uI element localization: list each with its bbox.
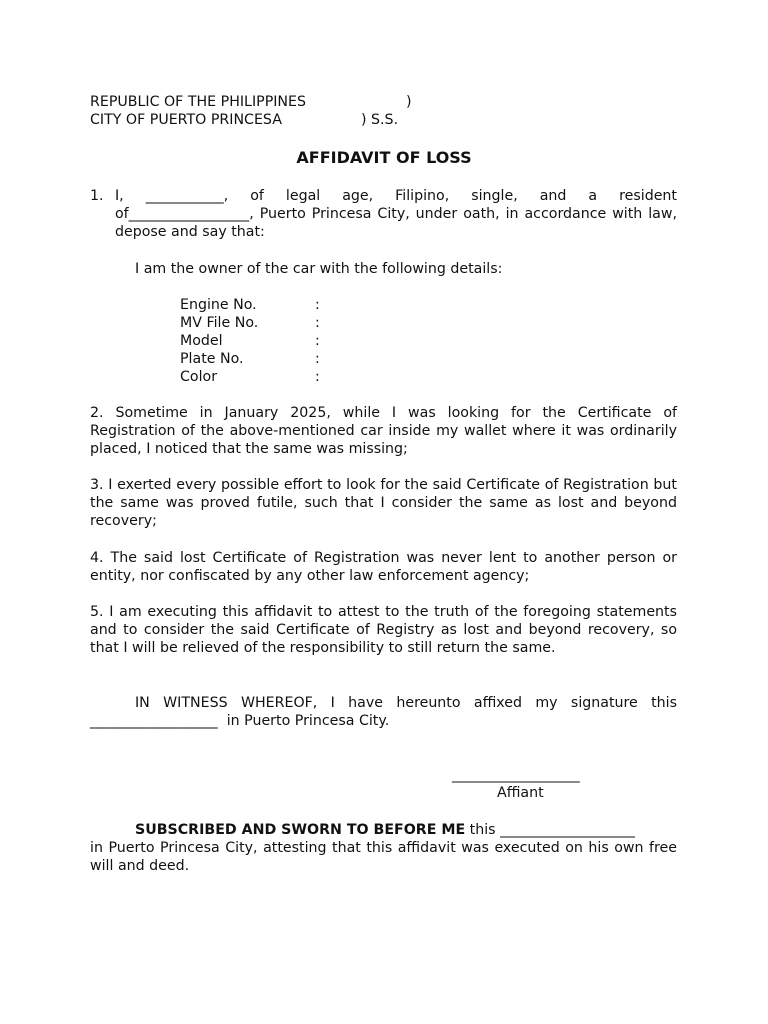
para1-number: 1.: [90, 188, 104, 204]
para3-text: 3. I exerted every possible effort to look for the said Certificate of Registration but the same was proved futile, such that I consider the same as lost and beyond recovery;: [90, 477, 677, 530]
signature-line: __________________: [452, 767, 580, 783]
detail-model-sep: :: [315, 333, 320, 349]
jurat-text: in Puerto Princesa City, attesting that this affidavit was executed on his own free will and deed.: [90, 840, 677, 875]
document-title: AFFIDAVIT OF LOSS: [296, 148, 472, 167]
detail-mvfile-label: MV File No.: [180, 315, 259, 331]
detail-model-label: Model: [180, 333, 223, 349]
detail-plate-label: Plate No.: [180, 351, 244, 367]
para1-first-line: I, ___________, of legal age, Filipino, single, and a resident: [115, 188, 677, 204]
para5-text: 5. I am executing this affidavit to attest to the truth of the foregoing statements and to consider the said Certificate of Registry as lost and beyond recovery, so that I will be relieved of the responsibility to still return the same.: [90, 604, 677, 657]
affiant-label: Affiant: [497, 785, 544, 801]
caption-paren-1: ): [406, 94, 412, 110]
owner-statement: I am the owner of the car with the following details:: [135, 261, 503, 277]
detail-engine-sep: :: [315, 297, 320, 313]
caption-city: CITY OF PUERTO PRINCESA: [90, 112, 282, 128]
detail-plate-sep: :: [315, 351, 320, 367]
para4-text: 4. The said lost Certificate of Registration was never lent to another person or entity, nor confiscated by any other law enforcement agency;: [90, 550, 677, 585]
para1-text: of_________________, Puerto Princesa City, under oath, in accordance with law, depose and say that:: [115, 206, 677, 241]
caption-ss: ) S.S.: [361, 112, 399, 128]
detail-mvfile-sep: :: [315, 315, 320, 331]
detail-color-label: Color: [180, 369, 218, 385]
caption-republic: REPUBLIC OF THE PHILIPPINES: [90, 94, 307, 110]
para2-text: 2. Sometime in January 2025, while I was looking for the Certificate of Registration of the above-mentioned car inside my wallet where it was ordinarily placed, I noticed that the same was missing;: [90, 405, 677, 458]
detail-color-sep: :: [315, 369, 320, 385]
jurat-first-rest: this ___________________: [465, 822, 635, 838]
jurat-first-line: [135, 821, 635, 839]
witness-line-1: IN WITNESS WHEREOF, I have hereunto affixed my signature this: [135, 695, 677, 711]
jurat-bold-text: SUBSCRIBED AND SWORN TO BEFORE ME: [135, 822, 466, 838]
witness-line-2: __________________ in Puerto Princesa City.: [90, 713, 390, 729]
detail-engine-label: Engine No.: [180, 297, 257, 313]
